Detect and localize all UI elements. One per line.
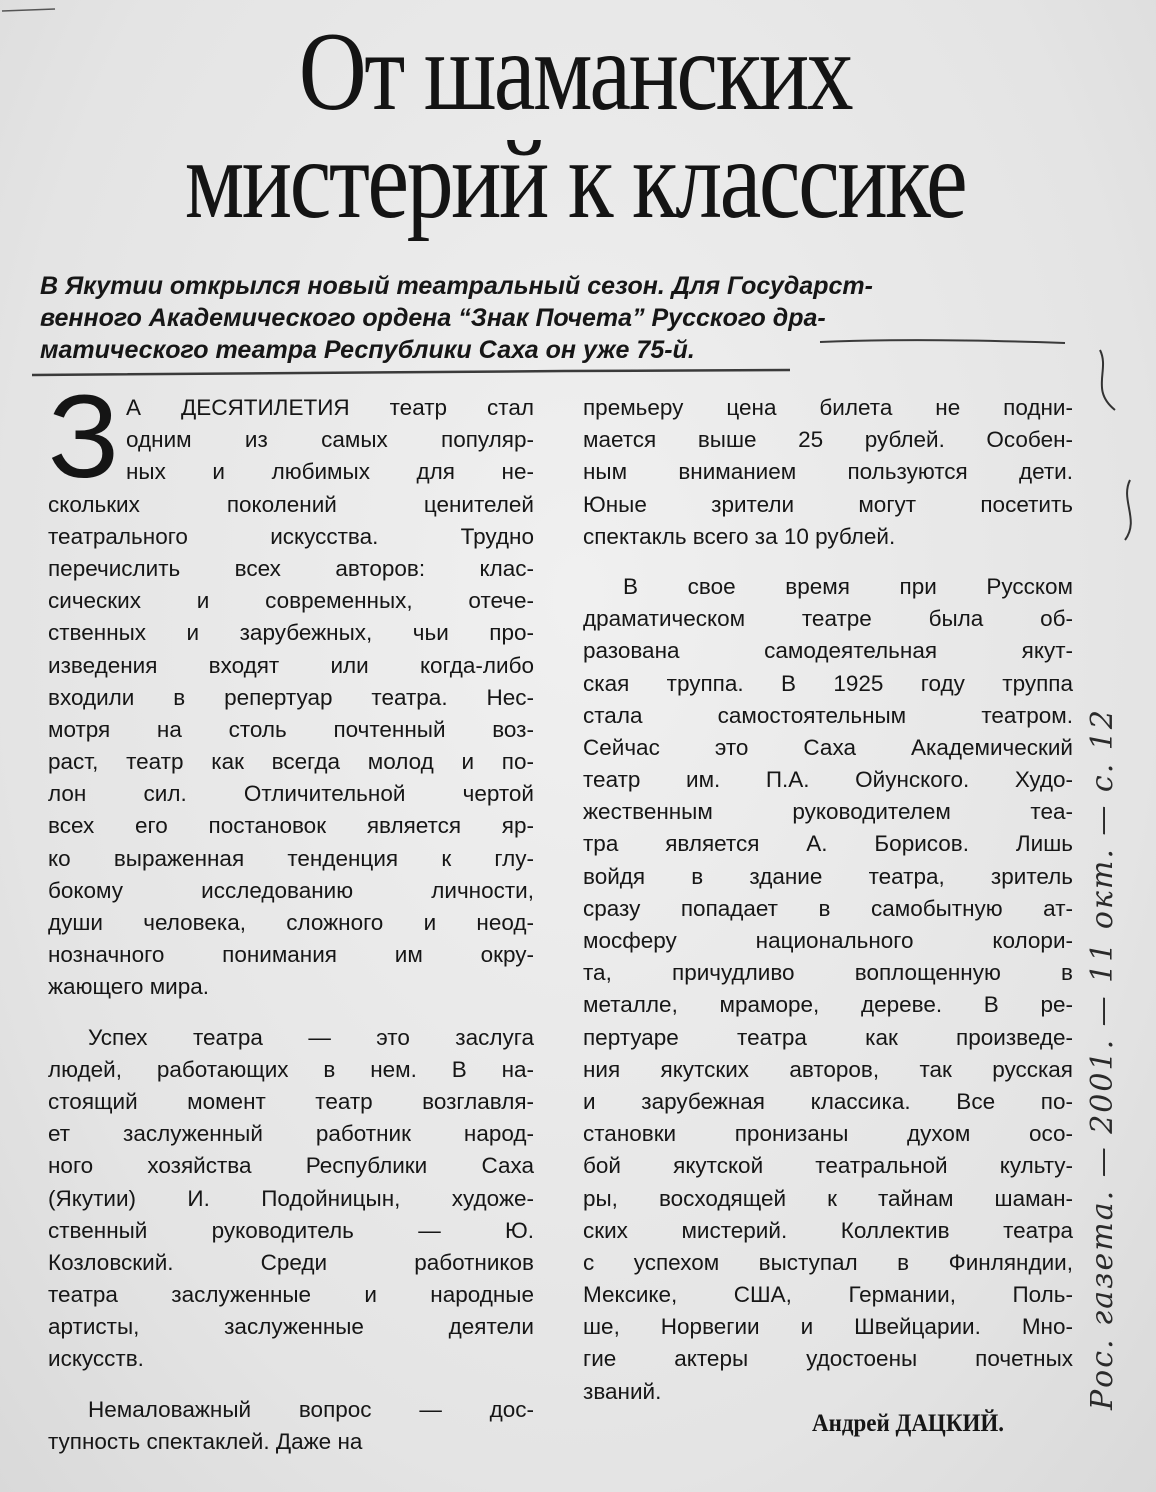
- headline-line-2: мистерий к классике: [184, 118, 966, 242]
- text-line: всех его постановок является яр-: [48, 813, 534, 839]
- text-line: мотря на столь почтенный воз-: [48, 716, 534, 742]
- text-line: ственных и зарубежных, чьи про-: [48, 620, 534, 646]
- text-line: лон сил. Отличительной чертой: [48, 781, 534, 807]
- text-line: искусств.: [48, 1346, 144, 1372]
- author-signature: Андрей ДАЦКИЙ.: [812, 1410, 1005, 1437]
- lead-line: венного Академического ордена “Знак Почета” Русского дра-: [40, 304, 826, 332]
- text-line: и зарубежная классика. Все по-: [583, 1088, 1073, 1114]
- text-line: мается выше 25 рублей. Особен-: [583, 427, 1073, 453]
- text-line: театрального искусства. Трудно: [48, 523, 534, 549]
- text-line: бокому исследованию личности,: [48, 877, 534, 903]
- text-line: А ДЕСЯТИЛЕТИЯ театр стал: [126, 395, 534, 420]
- text-line: В свое время при Русском: [623, 573, 1073, 599]
- text-line: Немаловажный вопрос — дос-: [88, 1396, 534, 1422]
- text-line: ным вниманием пользуются дети.: [583, 459, 1073, 485]
- text-line: ния якутских авторов, так русская: [583, 1056, 1073, 1082]
- text-line: театр им. П.А. Ойунского. Худо-: [583, 767, 1073, 793]
- text-line: ры, восходящей к тайнам шаман-: [583, 1185, 1073, 1211]
- text-line: драматическом театре была об-: [583, 606, 1073, 632]
- text-line: ше, Норвегии и Швейцарии. Мно-: [583, 1314, 1073, 1340]
- lead-line: В Якутии открылся новый театральный сезон. Для Государст-: [40, 272, 873, 300]
- text-line: Сейчас это Саха Академический: [583, 734, 1073, 760]
- text-line: спектакль всего за 10 рублей.: [583, 523, 896, 549]
- right-column: [583, 392, 1073, 1408]
- lead-line: матического театра Республики Саха он уже 75-й.: [40, 336, 695, 364]
- text-line: металле, мраморе, дереве. В ре-: [583, 992, 1073, 1018]
- text-line: сических и современных, отече-: [48, 588, 534, 614]
- text-line: ного хозяйства Республики Саха: [48, 1153, 534, 1179]
- text-line: премьеру цена билета не подни-: [583, 395, 1073, 420]
- text-line: ская труппа. В 1925 году труппа: [583, 670, 1073, 696]
- text-line: мосферу национального колори-: [583, 928, 1073, 953]
- text-line: разована самодеятельная якут-: [583, 638, 1073, 664]
- left-column: [48, 392, 534, 1458]
- text-line: званий.: [583, 1378, 662, 1404]
- text-line: Юные зрители могут посетить: [583, 491, 1073, 517]
- text-line: с успехом выступал в Финляндии,: [583, 1249, 1073, 1275]
- text-line: становки пронизаны духом осо-: [583, 1121, 1073, 1147]
- text-line: стала самостоятельным театром.: [583, 702, 1073, 728]
- text-line: сразу попадает в самобытную ат-: [583, 895, 1073, 921]
- paragraph-gap: [48, 1376, 534, 1394]
- text-line: души человека, сложного и неод-: [48, 910, 534, 935]
- handwritten-source-note: Рос. газета. — 2001. — 11 окт. — с. 12: [1085, 708, 1120, 1410]
- text-line: ет заслуженный работник народ-: [48, 1121, 534, 1147]
- text-line: нозначного понимания им окру-: [48, 942, 534, 968]
- text-line: ко выраженная тенденция к глу-: [48, 845, 534, 871]
- text-line: людей, работающих в нем. В на-: [48, 1056, 534, 1082]
- text-line: бой якутской театральной культу-: [583, 1153, 1073, 1179]
- text-line: перечислить всех авторов: клас-: [48, 555, 534, 581]
- text-line: одним из самых популяр-: [126, 427, 534, 453]
- text-line: театра заслуженные и народные: [48, 1282, 534, 1308]
- text-line: (Якутии) И. Подойницын, художе-: [48, 1185, 534, 1211]
- text-line: Успех театра — это заслуга: [88, 1024, 534, 1050]
- text-line: ственный руководитель — Ю.: [48, 1217, 534, 1243]
- text-line: изведения входят или когда-либо: [48, 652, 534, 678]
- text-line: тупность спектаклей. Даже на: [48, 1428, 363, 1454]
- scan-edge-mark: [0, 6, 60, 16]
- text-line: тра является А. Борисов. Лишь: [583, 831, 1073, 857]
- text-line: гие актеры удостоены почетных: [583, 1346, 1073, 1372]
- text-line: ных и любимых для не-: [126, 459, 534, 485]
- headline-line-1: От шаманских: [298, 10, 852, 134]
- text-line: ских мистерий. Коллектив театра: [583, 1217, 1073, 1243]
- text-line: артисты, заслуженные деятели: [48, 1314, 534, 1340]
- text-line: пертуаре театра как произведе-: [583, 1024, 1073, 1050]
- text-line: жающего мира.: [48, 974, 210, 1000]
- text-line: Козловский. Среди работников: [48, 1249, 534, 1275]
- text-line: та, причудливо воплощенную в: [583, 960, 1073, 986]
- text-line: жественным руководителем теа-: [583, 799, 1073, 825]
- text-line: раст, театр как всегда молод и по-: [48, 749, 534, 775]
- text-line: стоящий момент театр возглавля-: [48, 1088, 534, 1114]
- headline: [109, 10, 1041, 242]
- drop-cap: З: [48, 371, 120, 503]
- text-line: Мексике, США, Германии, Поль-: [583, 1282, 1073, 1308]
- paragraph-gap: [583, 553, 1073, 571]
- text-line: входили в репертуар театра. Нес-: [48, 684, 534, 710]
- text-line: скольких поколений ценителей: [48, 491, 534, 517]
- text-line: войдя в здание театра, зритель: [583, 863, 1073, 889]
- paragraph-gap: [48, 1004, 534, 1022]
- pen-underline-mark: [30, 337, 1070, 382]
